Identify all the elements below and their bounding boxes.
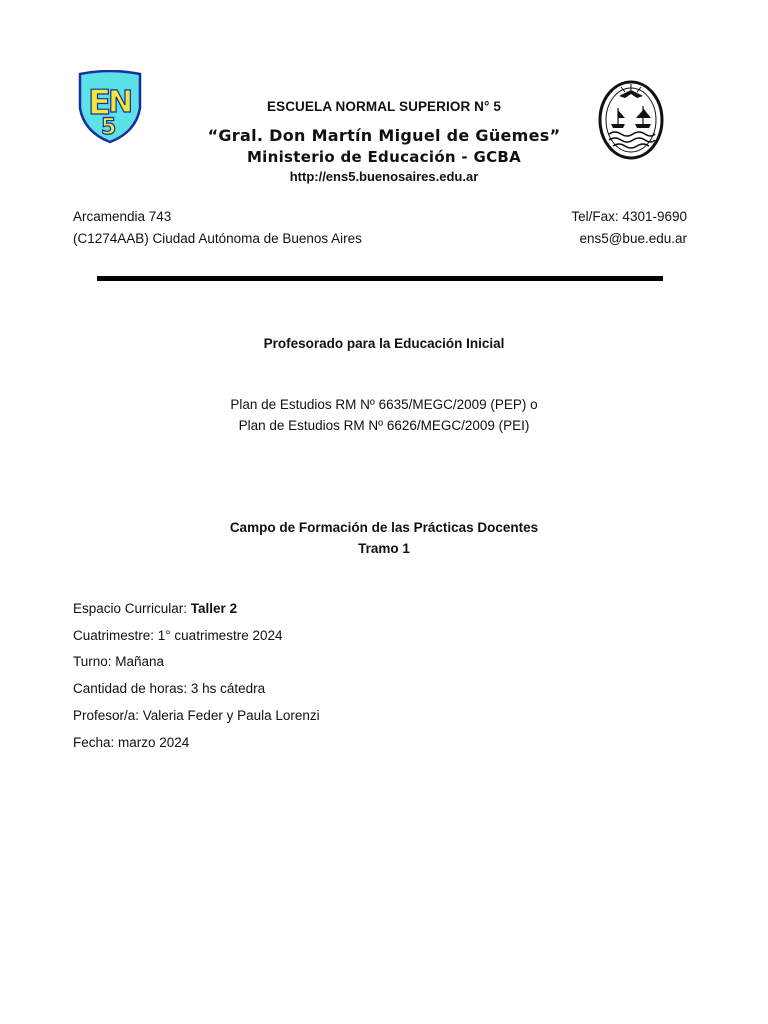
address-street: Arcamendia 743: [73, 209, 172, 224]
plan-line-1: Plan de Estudios RM Nº 6635/MEGC/2009 (PEP) o: [230, 397, 538, 412]
field-title: Campo de Formación de las Prácticas Docentes: [229, 520, 539, 535]
detail-horas: Cantidad de horas: 3 hs cátedra: [73, 681, 266, 696]
address-phone: Tel/Fax: 4301-9690: [571, 209, 687, 224]
svg-text:5: 5: [101, 115, 117, 140]
svg-text:N: N: [108, 85, 134, 120]
plan-line-2: Plan de Estudios RM Nº 6626/MEGC/2009 (PEI): [238, 418, 530, 433]
school-website-link[interactable]: http://ens5.buenosaires.edu.ar: [289, 169, 479, 184]
detail-turno: Turno: Mañana: [73, 654, 165, 669]
detail-fecha: Fecha: marzo 2024: [73, 735, 190, 750]
address-email[interactable]: ens5@bue.edu.ar: [579, 231, 687, 246]
address-city: (C1274AAB) Ciudad Autónoma de Buenos Aires: [73, 231, 362, 246]
espacio-label: Espacio Curricular:: [73, 601, 191, 616]
school-name: ESCUELA NORMAL SUPERIOR N° 5: [267, 99, 501, 114]
header-divider: [97, 276, 663, 281]
field-tramo: Tramo 1: [358, 541, 410, 556]
detail-profesor: Profesor/a: Valeria Feder y Paula Lorenzi: [73, 708, 320, 723]
ministry-name: Ministerio de Educación - GCBA: [246, 148, 522, 166]
program-title: Profesorado para la Educación Inicial: [263, 336, 505, 351]
detail-cuatrimestre: Cuatrimestre: 1° cuatrimestre 2024: [73, 628, 283, 643]
svg-text:E: E: [88, 83, 112, 123]
detail-espacio-curricular: [73, 601, 237, 616]
school-patron: “Gral. Don Martín Miguel de Güemes”: [207, 126, 561, 145]
espacio-value: Taller 2: [190, 601, 238, 616]
